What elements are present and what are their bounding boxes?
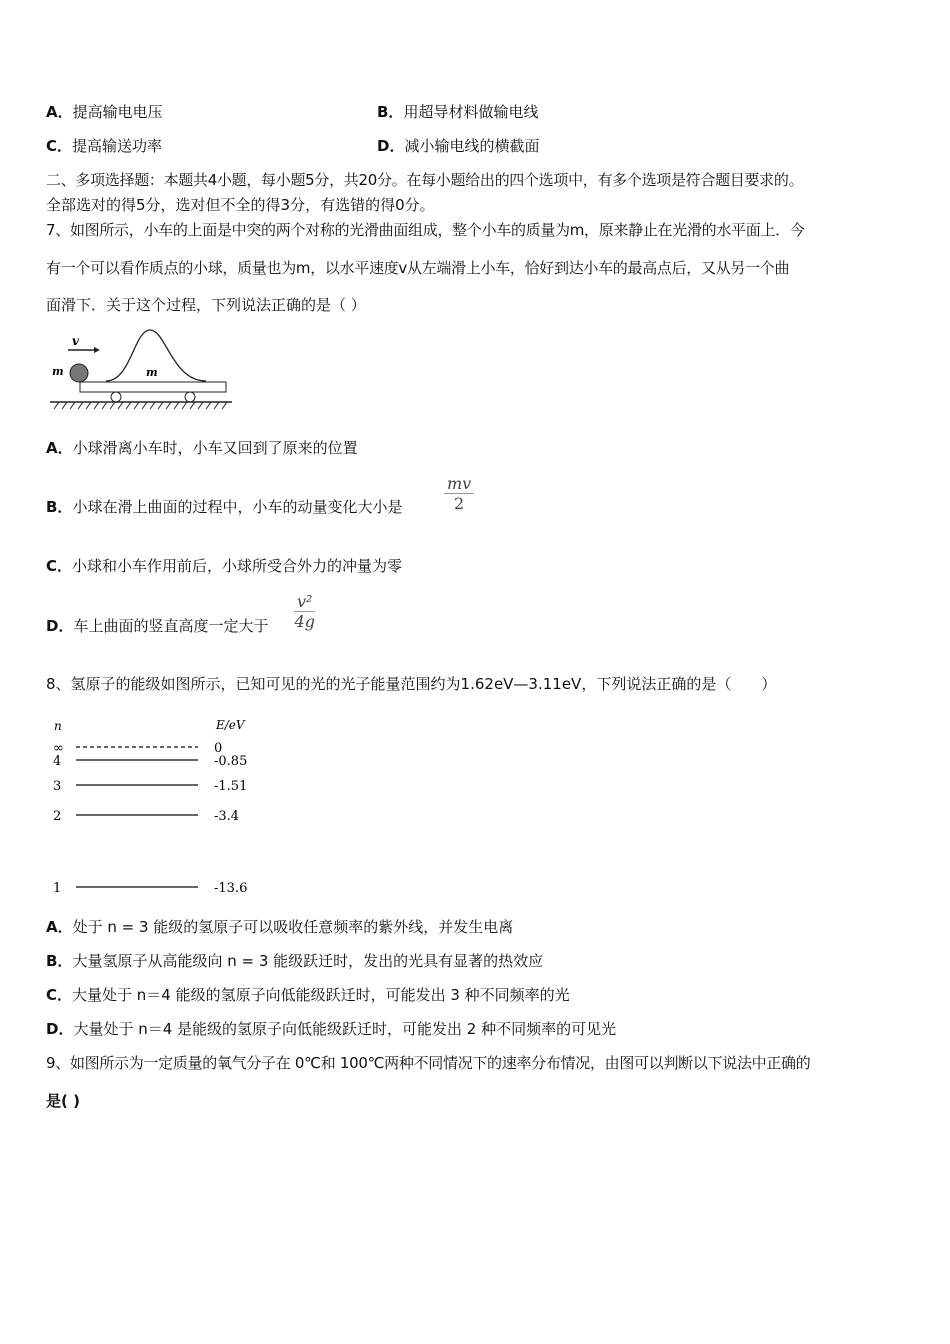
cart-mass-label: m (146, 366, 158, 379)
option-text: 用超导材料做输电线 (403, 103, 539, 121)
q6-option-b (377, 102, 538, 122)
level-n-label: 1 (53, 881, 62, 896)
q6-option-a (46, 102, 163, 122)
q7-stem-line1: 7、如图所示，小车的上面是中突的两个对称的光滑曲面组成，整个小车的质量为m，原来静止在光滑的水平面上．今 (46, 221, 805, 239)
option-text: 处于 n = 3 能级的氢原子可以吸收任意频率的紫外线，并发生电离 (72, 918, 514, 936)
q9-stem-line2: 是( ) (46, 1092, 80, 1110)
option-label: C． (46, 137, 73, 155)
q8-option-c (46, 985, 570, 1005)
q7-option-a (46, 438, 358, 458)
q7-option-b (46, 497, 402, 517)
cart-body (80, 382, 226, 392)
n-axis-label: n (54, 719, 62, 733)
level-n-label: 4 (53, 754, 62, 769)
option-text: 大量处于 n＝4 能级的氢原子向低能级跃迁时，可能发出 3 种不同频率的光 (72, 986, 570, 1004)
level-energy-label: -1.51 (214, 779, 248, 794)
numerator: mv (444, 474, 474, 494)
energy-level-diagram (46, 712, 256, 897)
level-n-label: ∞ (53, 741, 64, 756)
option-text: 大量氢原子从高能级向 n = 3 能级跃迁时，发出的光具有显著的热效应 (72, 952, 544, 970)
q7-option-c (46, 556, 402, 576)
option-label: A． (46, 439, 73, 457)
q8-option-b (46, 951, 543, 971)
section2-line1: 二、多项选择题：本题共4小题，每小题5分，共20分。在每小题给出的四个选项中，有多个选项是符合题目要求的。 (46, 171, 804, 189)
level-energy-label: -0.85 (214, 754, 248, 769)
q7-cart-figure (46, 325, 236, 415)
q9-stem-line1: 9、如图所示为一定质量的氧气分子在 0℃和 100℃两种不同情况下的速率分布情况，由图可以判断以下说法中正确的 (46, 1054, 811, 1072)
option-label: A． (46, 103, 73, 121)
ball (70, 364, 88, 382)
level-n-label: 2 (53, 809, 62, 824)
denominator: 4g (294, 612, 315, 631)
q7-d-fraction (294, 592, 315, 631)
level-energy-label: 0 (214, 741, 223, 756)
q7-stem-line3: 面滑下．关于这个过程，下列说法正确的是（ ） (46, 296, 366, 314)
option-text: 小球在滑上曲面的过程中，小车的动量变化大小是 (72, 498, 403, 516)
option-text: 小球滑离小车时，小车又回到了原来的位置 (72, 439, 358, 457)
option-label: B． (46, 498, 73, 516)
option-label: C． (46, 986, 73, 1004)
q6-option-d (377, 136, 539, 156)
option-text: 车上曲面的竖直高度一定大于 (73, 617, 269, 635)
level-energy-label: -13.6 (214, 881, 248, 896)
level-energy-label: -3.4 (214, 809, 240, 824)
option-label: B． (377, 103, 404, 121)
level-n-label: 3 (53, 779, 62, 794)
q8-option-d (46, 1019, 616, 1039)
q7-stem-line2: 有一个可以看作质点的小球，质量也为m，以水平速度v从左端滑上小车，恰好到达小车的最高点后，又从另一个曲 (46, 259, 790, 277)
option-text: 小球和小车作用前后，小球所受合外力的冲量为零 (72, 557, 403, 575)
q7-option-d (46, 616, 268, 636)
denominator: 2 (454, 494, 465, 513)
ball-mass-label: m (52, 365, 64, 378)
wheel (185, 392, 195, 402)
option-text: 减小输电线的横截面 (404, 137, 540, 155)
q7-b-fraction (444, 474, 474, 513)
q8-stem: 8、氢原子的能级如图所示，已知可见的光的光子能量范围约为1.62eV—3.11eV，下列说法正确的是（ ） (46, 675, 777, 693)
section2-line2: 全部选对的得5分，选对但不全的得3分，有选错的得0分。 (46, 196, 435, 214)
numerator: v² (294, 592, 315, 612)
option-label: D． (46, 617, 74, 635)
option-text: 大量处于 n＝4 是能级的氢原子向低能级跃迁时，可能发出 2 种不同频率的可见光 (73, 1020, 617, 1038)
option-label: D． (377, 137, 405, 155)
q8-option-a (46, 917, 513, 937)
option-label: A． (46, 918, 73, 936)
option-text: 提高输送功率 (72, 137, 163, 155)
option-label: C． (46, 557, 73, 575)
q6-option-c (46, 136, 162, 156)
option-label: D． (46, 1020, 74, 1038)
option-text: 提高输电电压 (72, 103, 163, 121)
velocity-label: v (72, 334, 79, 348)
e-axis-label: E/eV (216, 718, 245, 732)
wheel (111, 392, 121, 402)
ground-hatch (54, 402, 227, 409)
option-label: B． (46, 952, 73, 970)
arrow-head (94, 347, 100, 353)
